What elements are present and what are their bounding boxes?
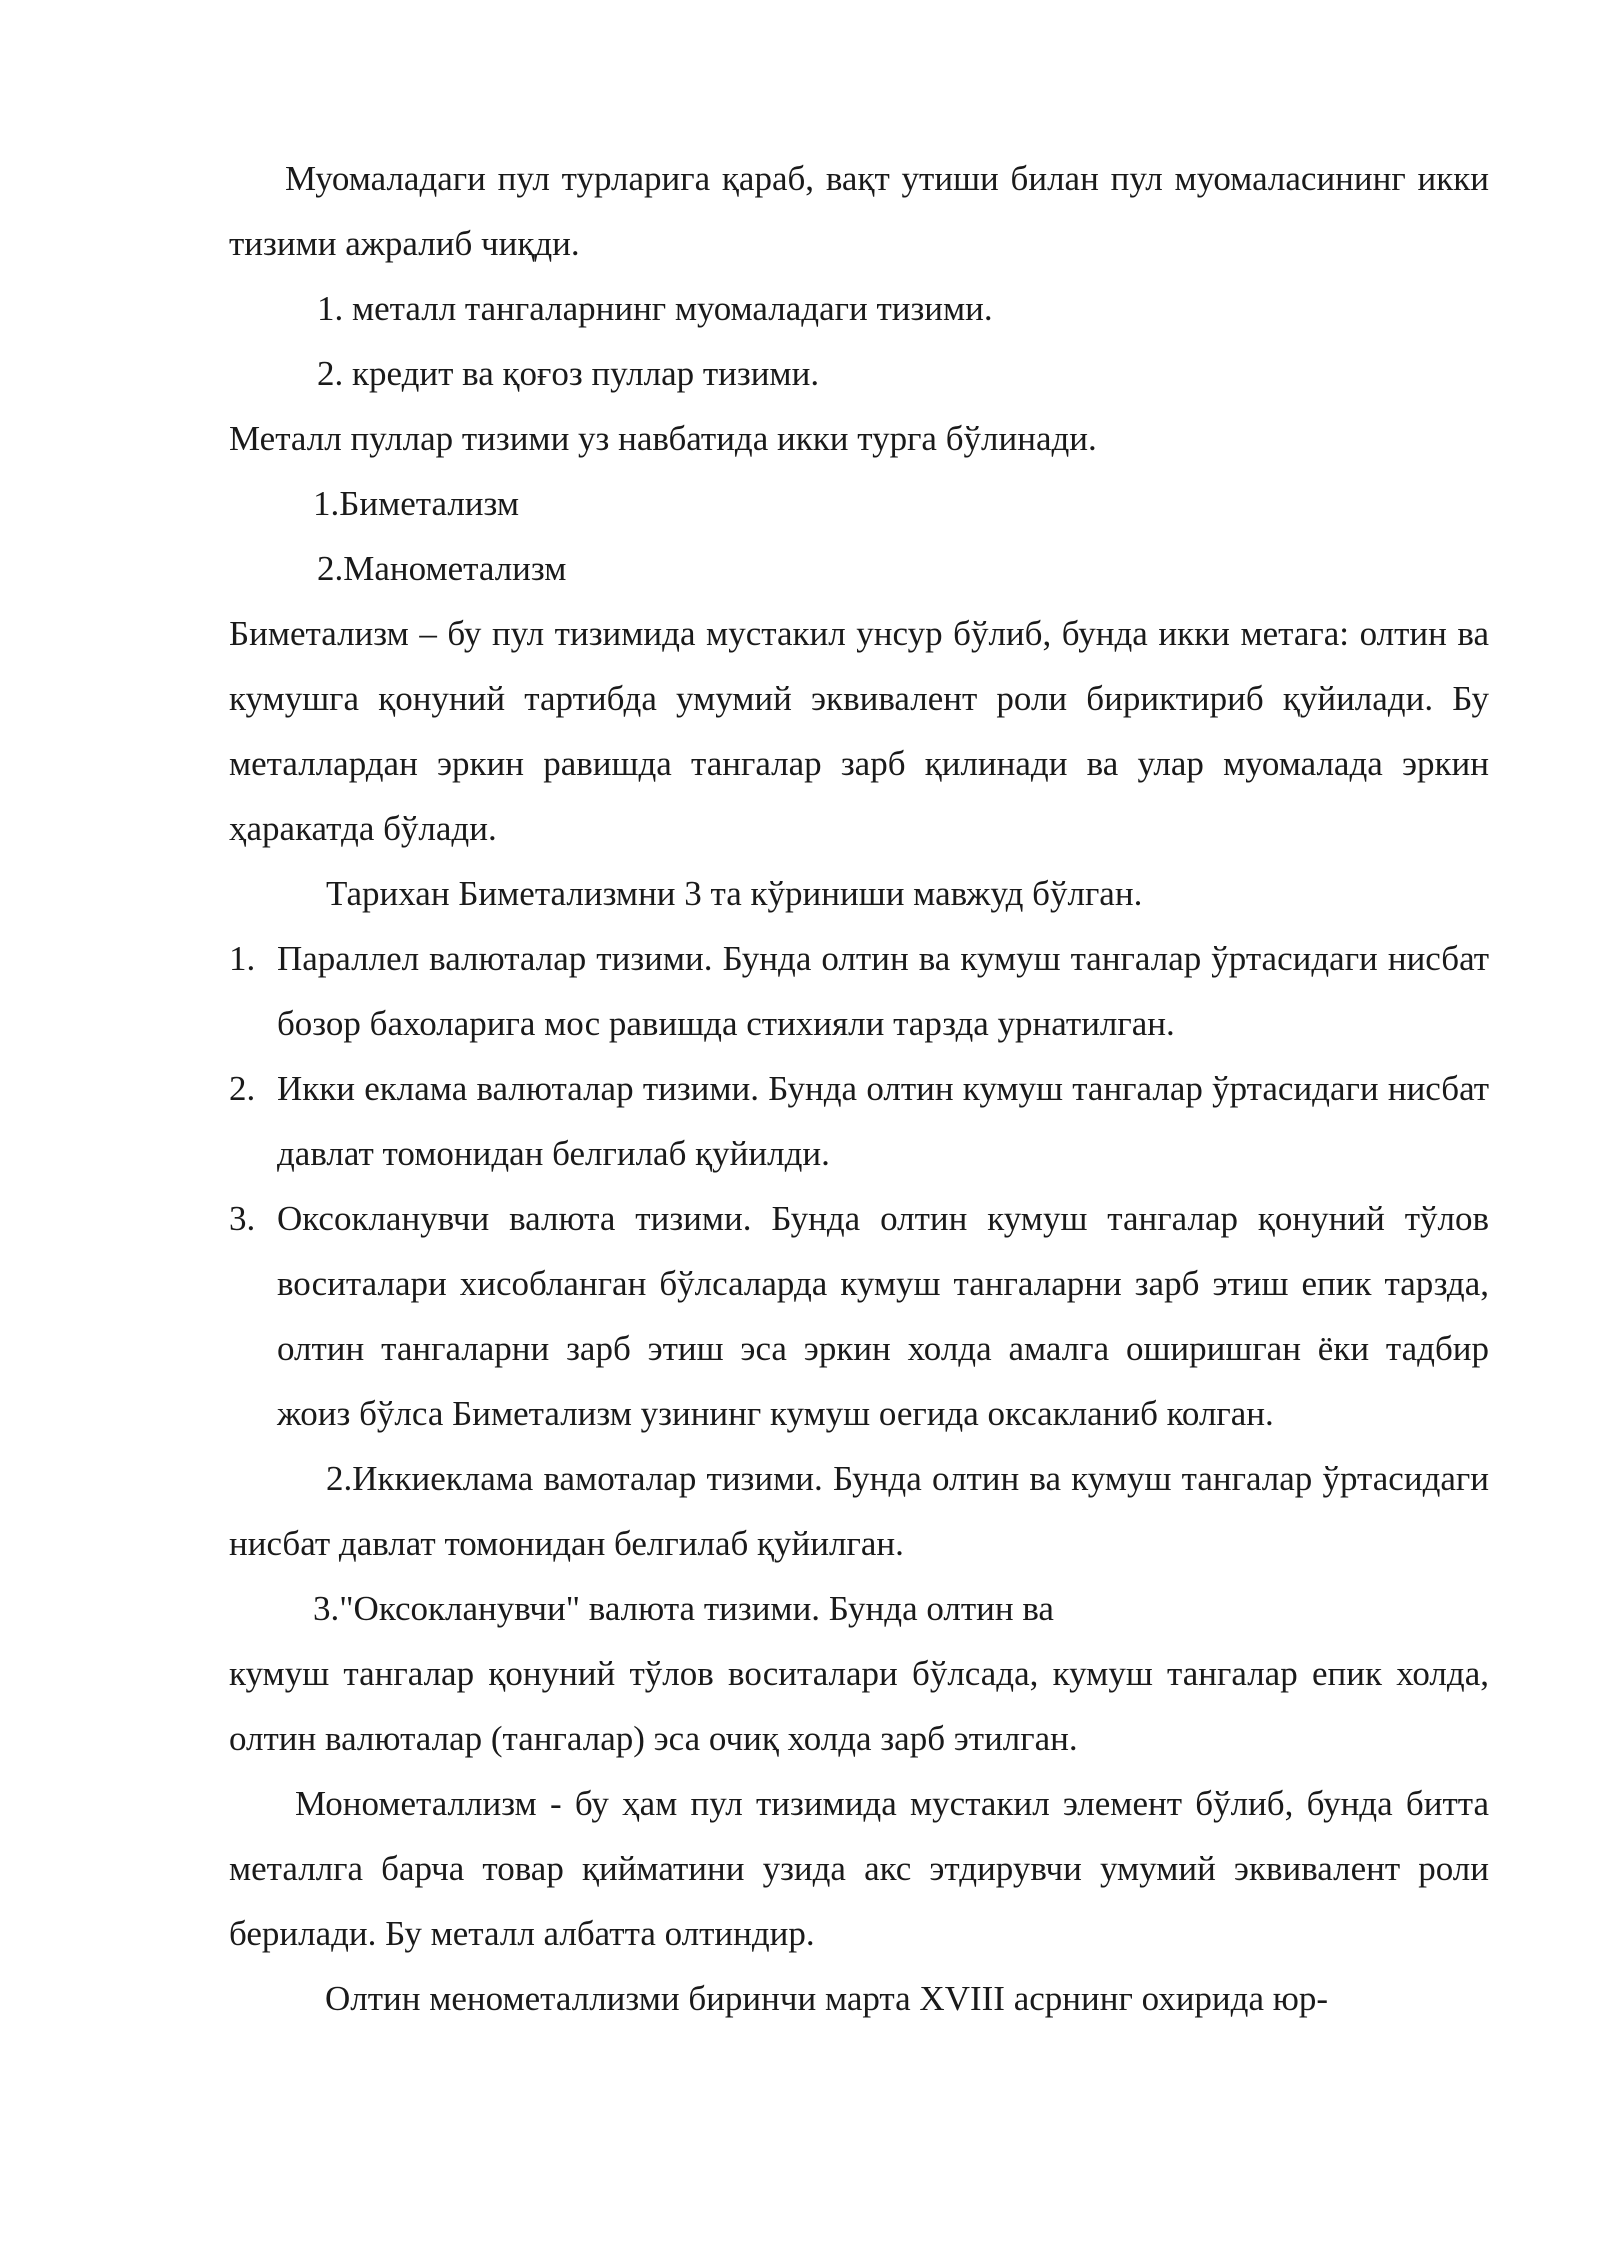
system-item-metal: 1. металл тангаларнинг муомаладаги тизими. [317, 289, 993, 328]
intro-paragraph: Муомаладаги пул турларига қараб, вақт утиши билан пул муомаласининг икки тизими ажралиб чиқди. [229, 159, 1489, 263]
list-item [229, 1056, 1489, 1186]
list-item-text: Параллел валюталар тизими. Бунда олтин ва кумуш тангалар ўртасидаги нисбат бозор бахоларига мос равишда стихияли тарзда урнатилган. [277, 939, 1489, 1043]
bimetalism-definition: Биметализм – бу пул тизимида мустакил унсур бўлиб, бунда икки метага: олтин ва кумушга қонуний тартибда умумий эквивалент роли бириктириб қуйилади. Бу металлардан эркин равишда тангалар зарб қилинади ва улар муомалада эркин ҳаракатда бўлади. [229, 614, 1489, 848]
list-item-number: 2. [229, 1069, 256, 1108]
document-body [229, 146, 1489, 2031]
system-item-credit: 2. кредит ва қоғоз пуллар тизими. [317, 354, 820, 393]
history-intro: Тарихан Биметализмни 3 та кўриниши мавжуд бўлган. [326, 874, 1143, 913]
metal-type-bimetalism: 1.Биметализм [313, 484, 520, 523]
monometalism-definition: Монометаллизм - бу ҳам пул тизимида мустакил элемент бўлиб, бунда битта металлга барча товар қийматини узида акс этдирувчи умумий эквивалент роли берилади. Бу металл албатта олтиндир. [229, 1784, 1489, 1953]
repeat-three-heading: 3."Оксокланувчи" валюта тизими. Бунда олтин ва [313, 1589, 1054, 1628]
metal-split-paragraph: Металл пуллар тизими уз навбатида икки турга бўлинади. [229, 419, 1097, 458]
list-item [229, 926, 1489, 1056]
metal-type-monometalism: 2.Манометализм [317, 549, 567, 588]
gold-monometalism-paragraph: Олтин менометаллизми биринчи марта XVIII асрнинг охирида юр- [325, 1979, 1329, 2018]
list-item-number: 1. [229, 939, 256, 978]
list-item-number: 3. [229, 1199, 256, 1238]
repeat-three-body: кумуш тангалар қонуний тўлов воситалари бўлсада, кумуш тангалар епик холда, олтин валюталар (тангалар) эса очиқ холда зарб этилган. [229, 1654, 1489, 1758]
list-item-text: Икки еклама валюталар тизими. Бунда олтин кумуш тангалар ўртасидаги нисбат давлат томонидан белгилаб қуйилди. [277, 1069, 1489, 1173]
repeat-two-paragraph: 2.Иккиеклама вамоталар тизими. Бунда олтин ва кумуш тангалар ўртасидаги нисбат давлат томонидан белгилаб қуйилган. [229, 1459, 1489, 1563]
list-item [229, 1186, 1489, 1446]
list-item-text: Оксокланувчи валюта тизими. Бунда олтин кумуш тангалар қонуний тўлов воситалари хисобланган бўлсаларда кумуш тангаларни зарб этиш епик тарзда, олтин тангаларни зарб этиш эса эркин холда амалга оширишган ёки тадбир жоиз бўлса Биметализм узининг кумуш оегида оксакланиб колган. [277, 1199, 1489, 1433]
